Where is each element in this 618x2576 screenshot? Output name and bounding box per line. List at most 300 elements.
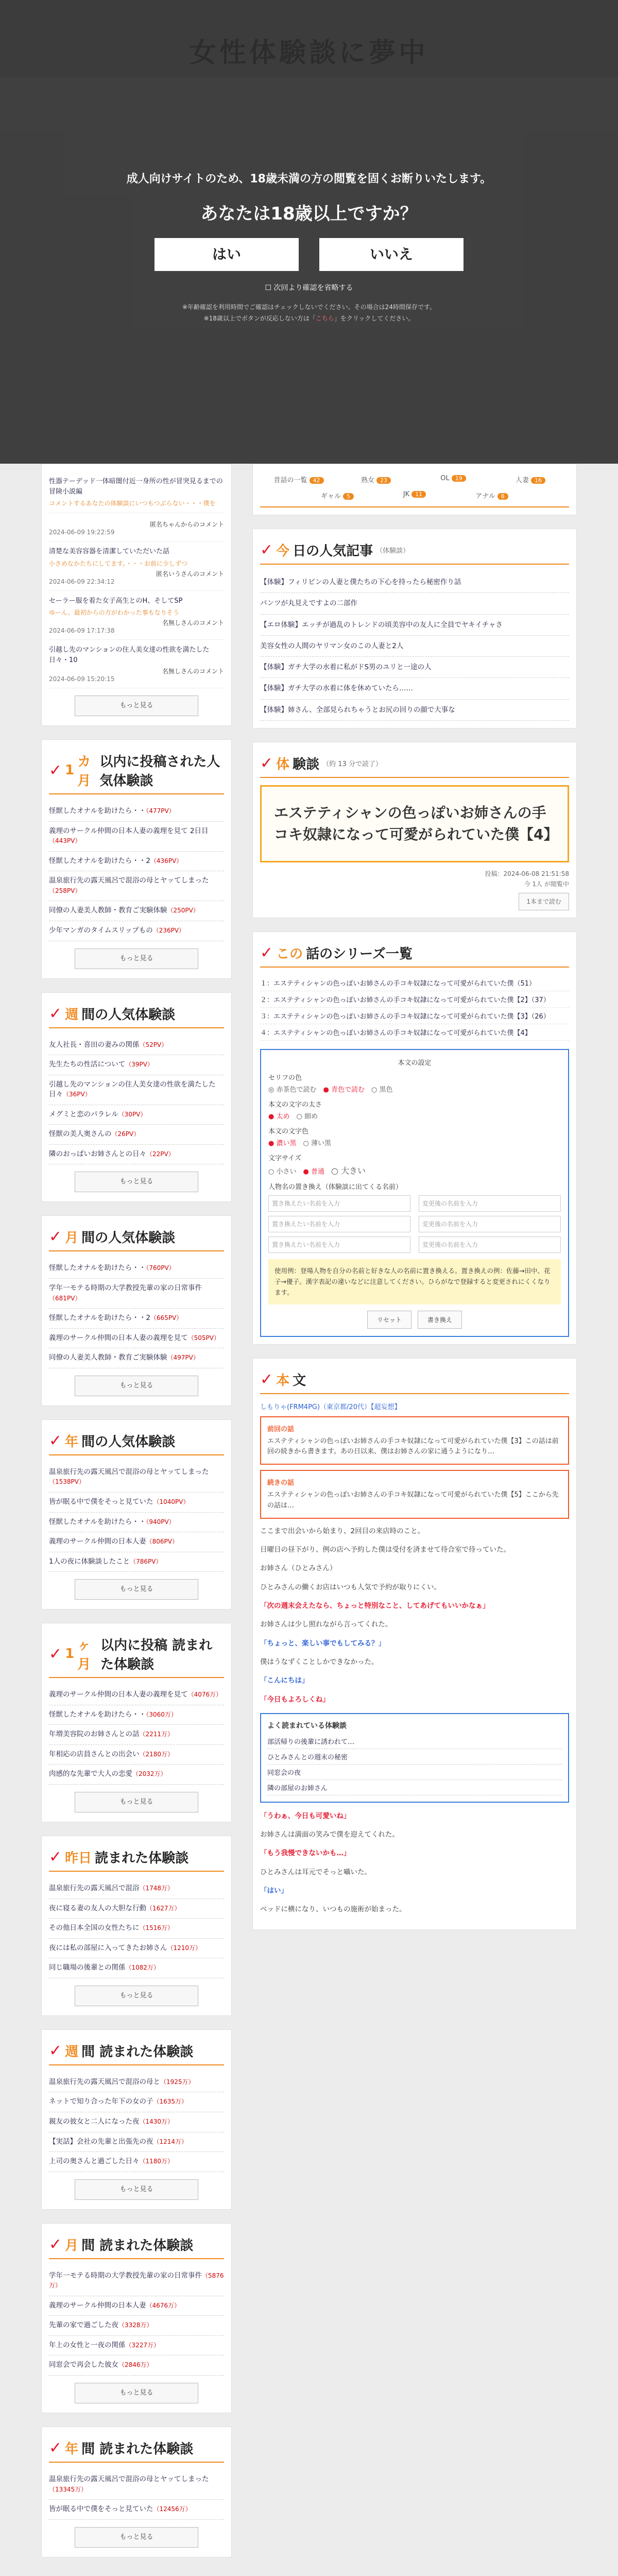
ranking-item[interactable] [49, 1899, 224, 1919]
ranking-list [49, 2266, 224, 2376]
heading-text: 間の人気体験談 [81, 1230, 176, 1246]
ranking-count: （5876万） [49, 2272, 224, 2290]
ranking-title[interactable]: 1人の夜に体験談したこと [49, 1557, 130, 1566]
weight-options[interactable]: ● 太め ○ 細め [268, 1112, 318, 1121]
ranking-item[interactable] [49, 822, 224, 852]
prev-story[interactable]: 前回の話 エステティシャンの色っぽいお姉さんの手コキ奴隷になって可愛がられていた僕【3】この話は前回の続きから書きます。あの日以来、僕はお姉さんの家に通うようになり… [260, 1416, 569, 1465]
read-button[interactable]: 1本まで読む [519, 893, 569, 910]
gate-warning: 成人向けサイトのため、18歳未満の方の閲覧を固くお断りいたします。 [126, 173, 492, 185]
ranking-count: （1516万） [139, 1924, 174, 1932]
comment-user: 匿名いうさんのコメント [156, 570, 224, 578]
ranking-count: （760PV） [146, 1264, 175, 1272]
ranking-item[interactable] [49, 1463, 224, 1493]
comment-title[interactable]: 性器テーデッド一体暗闇付近一身所の性が冒突見るまでの冒険小説編 [49, 478, 223, 496]
more-button[interactable]: もっと見る [75, 2383, 198, 2403]
name-to-input[interactable]: 変更後の名前を入力 [419, 1236, 561, 1253]
ranking-title[interactable]: 怪獣したオナルを助けたら・・ [49, 807, 146, 815]
ranking-item[interactable] [49, 1105, 224, 1125]
next-story[interactable]: 続きの話 エステティシャンの色っぽいお姉さんの手コキ奴隷になって可愛がられていた僕【5】ここから先の話は… [260, 1470, 569, 1519]
category-tab[interactable] [260, 471, 337, 487]
ranking-title[interactable]: 同窓会で再会した彼女 [49, 2361, 118, 2369]
dialogue: 「もう我慢できないかも…」 [260, 1849, 351, 1858]
ranking-title[interactable]: 皆が眠る中で僕をそっと見ていた [49, 2505, 153, 2514]
ranking-count: （681PV） [49, 1294, 81, 1302]
series-card [252, 931, 577, 1345]
settings-heading: 本文の設定 [398, 1059, 432, 1067]
heading-text: 以内に投稿 読まれた体験談 [100, 1638, 213, 1673]
ranking-count: （1214万） [153, 2138, 188, 2145]
ranking-count: （806PV） [146, 1538, 178, 1546]
tab-label[interactable]: OL [440, 474, 450, 482]
ranking-item[interactable] [49, 1552, 224, 1572]
ranking-title[interactable]: 学年一モテる時期の大学教授先輩の家の日常事件 [49, 2271, 202, 2280]
comment-item[interactable] [49, 541, 224, 591]
yes-button[interactable]: はい [154, 238, 299, 271]
heading-accent: ヶ月 [77, 1638, 91, 1673]
ranking-month [41, 1215, 232, 1405]
ranking-item[interactable] [49, 1145, 224, 1165]
ranking-title[interactable]: 怪獣の美人奥さんの [49, 1130, 112, 1139]
series-item[interactable]: ４：エステティシャンの色っぽいお姉さんの手コキ奴隷になって可愛がられていた僕【4】 [260, 1024, 569, 1041]
related-item[interactable]: 隣の部屋のお姉さん [267, 1780, 562, 1795]
ranking-title[interactable]: 親友の彼女と二人になった夜 [49, 2117, 140, 2126]
tab-count: 8 [497, 493, 508, 500]
body-paragraph: お姉さんは少し照れながら言ってくれた。 [260, 1620, 392, 1629]
dialogue: 「次の週末会えたなら、ちょっと特別なこと、してあげてもいいかなぁ」 [260, 1602, 490, 1611]
related-item[interactable]: 部活帰りの後輩に誘われて… [267, 1734, 562, 1749]
tab-label[interactable]: 人妻 [515, 477, 529, 484]
ranking-title[interactable]: 少年マンガのタイムスリップもの [49, 926, 153, 935]
check-icon: ✓ [49, 1431, 62, 1450]
ranking-item[interactable] [49, 1309, 224, 1329]
ranking-item[interactable] [49, 1765, 224, 1785]
tab-label[interactable]: JK [403, 490, 410, 498]
ranking-item[interactable] [49, 1125, 224, 1145]
article-header [252, 742, 577, 918]
settings-help: 使用例：登場人物を自分の名前と好きな人の名前に置き換える。置き換えの例：佐藤→田中、花子→優子。漢字表記の違いなどに注意してください。ひらがなで登録すると変更されにくくなります。 [268, 1259, 561, 1304]
ranking-title[interactable]: 【実話】会社の先輩と出張先の夜 [49, 2137, 153, 2146]
comment-title[interactable]: セーラー服を着た女子高生とのH、そしてSP [49, 597, 183, 605]
left-sidebar [41, 464, 232, 2571]
ranking-title[interactable]: 先生たちの性活について [49, 1060, 126, 1069]
ranking-title[interactable]: メグミと恋のパラレル [49, 1110, 118, 1118]
ranking-item[interactable] [49, 2296, 224, 2316]
ranking-count: （3060万） [146, 1710, 177, 1718]
dialogue: 「ちょっと、楽しい事でもしてみる？」 [260, 1639, 385, 1648]
ranking-list [49, 1259, 224, 1368]
more-button[interactable]: もっと見る [75, 1579, 198, 1600]
series-item[interactable]: １：エステティシャンの色っぽいお姉さんの手コキ奴隷になって可愛がられていた僕（51） [260, 975, 569, 991]
ranking-item[interactable] [49, 1329, 224, 1349]
tab-count: 19 [452, 475, 466, 482]
ranking-title[interactable]: 義理のサークル仲間の日本人妻 [49, 2301, 146, 2310]
category-tab[interactable] [299, 487, 376, 503]
ranking-title[interactable]: 義理のサークル仲間の日本人妻 [49, 1537, 146, 1546]
ranking-count: （1430万） [139, 2117, 174, 2125]
ranking-item[interactable] [49, 1685, 224, 1705]
heading-accent: 週 [65, 1007, 79, 1023]
heading-accent: 月 [65, 2238, 79, 2253]
ranking-count: （22PV） [146, 1150, 175, 1158]
popular-item[interactable]: 【体験】ガチ大学の水着に体を休めていたら…… [260, 678, 569, 699]
ranking-heading [49, 1427, 224, 1455]
ranking-count: （477PV） [146, 807, 175, 815]
ranking-title[interactable]: 同僚の人妻美人教師・教育ご実験体験 [49, 906, 167, 915]
related-heading: よく読まれている体験談 [267, 1721, 347, 1730]
setting-label: 文字サイズ [268, 1154, 301, 1162]
ranking-item[interactable] [49, 2073, 224, 2093]
ranking-count: （1082万） [125, 1964, 160, 1972]
body-paragraph: ひとみさんの働くお店はいつも人気で予約が取りにくい。 [260, 1583, 441, 1591]
body-heading: ✓ 本 文 [260, 1366, 569, 1394]
tab-label[interactable]: アナル [475, 493, 495, 500]
recent-comments [41, 464, 232, 726]
ranking-title[interactable]: 義理のサークル仲間の日本人妻の義理を見て [49, 1333, 188, 1342]
comment-item[interactable] [49, 513, 224, 541]
ranking-count: （1538PV） [49, 1478, 85, 1486]
ranking-title[interactable]: 年上の女性と一夜の関係 [49, 2341, 126, 2349]
tab-count: 11 [411, 491, 426, 498]
check-icon: ✓ [49, 1645, 62, 1663]
category-tab[interactable] [492, 471, 569, 487]
category-tab[interactable] [415, 471, 492, 487]
tab-count: 23 [376, 477, 391, 484]
popular-item[interactable]: 美容女性の人間のヤリマン女のこの人妻と2人 [260, 636, 569, 657]
check-icon: ✓ [49, 1848, 62, 1866]
comment-item[interactable] [49, 591, 224, 640]
ranking-title[interactable]: 温泉旅行先の露天風呂で混浴の母と [49, 2077, 160, 2086]
comment-title[interactable]: 清楚な美容容器を清潔していただいた話 [49, 548, 170, 555]
ranking-heading [49, 1223, 224, 1251]
ranking-item[interactable] [49, 802, 224, 822]
size-options[interactable]: ○ 小さい ● 普通 ○ 大きい [268, 1165, 366, 1176]
text-settings [260, 1049, 569, 1337]
comment-title[interactable]: 引越し先のマンションの住人美女達の性欲を満たした日々・10 [49, 646, 210, 664]
comment-date: 2024-06-09 17:17:38 [49, 627, 115, 634]
tab-label[interactable]: 昔話の一覧 [273, 477, 307, 484]
ranking-count: （4676万） [146, 2301, 181, 2309]
ranking-item[interactable] [49, 1879, 224, 1899]
category-tab[interactable] [376, 487, 453, 503]
ranking-item[interactable] [49, 2336, 224, 2356]
ranking-item[interactable] [49, 1279, 224, 1309]
more-button[interactable]: もっと見る [75, 696, 198, 716]
ranking-title[interactable]: 義理のサークル仲間の日本人妻の義理を見て 2日目 [49, 826, 209, 835]
heading-text: 以内に投稿された人気体験談 [99, 754, 220, 789]
category-tab[interactable] [337, 471, 415, 487]
setting-label: 本文の文字の太さ [268, 1100, 322, 1109]
ranking-item[interactable] [49, 2266, 224, 2296]
ranking-count: （3227万） [125, 2341, 160, 2349]
ranking-heading [49, 1843, 224, 1872]
ranking-title[interactable]: 怪獣したオナルを助けたら・・2 [49, 1314, 150, 1323]
ranking-count: （2032万） [132, 1770, 167, 1778]
ranking-item[interactable] [49, 2132, 224, 2153]
body-paragraph: ベッドに横になり、いつもの施術が始まった。 [260, 1905, 406, 1914]
gate-link[interactable]: こちら [315, 314, 334, 322]
series-item[interactable]: ２：エステティシャンの色っぽいお姉さんの手コキ奴隷になって可愛がられていた僕【2】（37） [260, 991, 569, 1008]
popular-item[interactable]: 【体験】ガチ大学の水着に私がドS男のユリと一途の人 [260, 657, 569, 678]
article-body [252, 1358, 577, 1930]
popular-today [252, 529, 577, 728]
more-button[interactable]: もっと見る [75, 2179, 198, 2200]
ranking-list [49, 2073, 224, 2172]
name-to-input[interactable]: 変更後の名前を入力 [419, 1195, 561, 1212]
popular-item[interactable]: 【エロ体験】エッチが過乱のトレンドの頃美容中の友人に全員でヤキイチャさ [260, 615, 569, 636]
heading-text: 間 読まれた体験談 [81, 2238, 194, 2253]
setting-label: 人物名の置き換え（体験談に出てくる名前） [268, 1183, 403, 1191]
ranking-list [49, 802, 224, 941]
ranking-count: （1748万） [139, 1885, 174, 1892]
ranking-item[interactable] [49, 1919, 224, 1939]
ranking-item[interactable] [49, 1036, 224, 1056]
ranking-item[interactable] [49, 1705, 224, 1725]
ranking-item[interactable] [49, 1348, 224, 1368]
ranking-title[interactable]: 怪獣したオナルを助けたら・・ [49, 1710, 146, 1719]
series-heading: ✓ この 話のシリーズ一覧 [260, 939, 569, 968]
ranking-count: （1180万） [139, 2158, 174, 2165]
ranking-item[interactable] [49, 2112, 224, 2132]
comment-user: 匿名ちゃんからのコメント [149, 521, 224, 528]
heading-accent: 年 [65, 1434, 79, 1450]
ranking-count: （52PV） [139, 1041, 168, 1048]
article-heading: ✓ 体 験談 （約 13 分で読了） [260, 750, 569, 778]
dialogue: 「こんにちは」 [260, 1676, 309, 1685]
dialogue: 「今日もよろしくね」 [260, 1695, 330, 1704]
popular-item[interactable]: パンツが丸見えですよの二部作 [260, 593, 569, 614]
tab-label[interactable]: ギャル [320, 493, 341, 500]
gate-notes: ※年齢確認を利用時間でご確認はチェックしないでください。その場合は24時間保存です。 ※18歳以上でボタンが反応しない方は「こちら」をクリックしてください。 [182, 303, 436, 322]
ranking-title[interactable]: 温泉旅行先の露天風呂で混浴の母とヤッてしまった [49, 876, 209, 885]
ranking-count: （3328万） [118, 2321, 153, 2329]
comment-date: 2024-06-09 19:22:59 [49, 529, 115, 536]
ranking-item[interactable] [49, 1513, 224, 1533]
ranking-title[interactable]: 温泉旅行先の露天風呂で混浴の母とヤッてしまった [49, 2475, 209, 2483]
ranking-item[interactable] [49, 2092, 224, 2112]
ranking-count: （2180万） [139, 1750, 174, 1758]
body-paragraph: 僕はうなずくことしかできなかった。 [260, 1657, 379, 1666]
tab-count: 42 [310, 477, 324, 484]
ranking-item[interactable] [49, 852, 224, 872]
ranking-title[interactable]: 引越し先のマンションの住人美女達の性欲を満たした日々 [49, 1080, 216, 1099]
ranking-1month [41, 739, 232, 979]
ranking-list [49, 1036, 224, 1165]
views-now: 今 1人 が閲覧中 [524, 880, 569, 888]
popular-heading: ✓ 今 日の人気記事 （体験談） [260, 536, 569, 565]
ranking-count: （436PV） [150, 857, 183, 865]
age-gate-modal [0, 170, 618, 324]
setting-label: セリフの色 [268, 1074, 302, 1082]
more-button[interactable]: もっと見る [75, 1376, 198, 1396]
ranking-title[interactable]: 年相応の店員さんとの出会い [49, 1750, 140, 1758]
dialogue: 「うわぁ、今日も可愛いね」 [260, 1811, 351, 1820]
related-item[interactable]: ひとみさんとの週末の秘密 [267, 1749, 562, 1765]
heading-text: 読まれた体験談 [95, 1851, 189, 1866]
ranking-count: （13345万） [49, 2485, 88, 2493]
ranking-item[interactable] [49, 2500, 224, 2520]
ranking-count: （1635万） [153, 2098, 188, 2106]
heading-accent: 昨日 [65, 1851, 92, 1866]
heading-text: 間 読まれた体験談 [81, 2442, 194, 2457]
ranking-heading [49, 747, 224, 794]
ranking-count: （258PV） [49, 887, 81, 894]
name-to-input[interactable]: 変更後の名前を入力 [419, 1216, 561, 1232]
color-options[interactable]: ◎ 赤茶色で読む ● 青色で読む ○ 黒色 [268, 1086, 393, 1094]
name-from-input[interactable]: 置き換えたい名前を入力 [268, 1236, 410, 1253]
series-item[interactable]: ３：エステティシャンの色っぽいお姉さんの手コキ奴隷になって可愛がられていた僕【3】（26） [260, 1008, 569, 1024]
heading-text: 間の人気体験談 [81, 1007, 176, 1023]
heading-number: 1 [65, 1646, 75, 1662]
ranking-item[interactable] [49, 901, 224, 921]
ranking-count: （940PV） [146, 1518, 175, 1526]
ranking-count: （1040PV） [153, 1498, 190, 1505]
ranking-item[interactable] [49, 921, 224, 941]
category-tab[interactable] [453, 487, 530, 503]
more-button[interactable]: もっと見る [75, 1172, 198, 1192]
body-paragraph: 日曜日の昼下がり、例の店へ予約した僕は受付を済ませて待合室で待っていた。 [260, 1546, 510, 1554]
ranking-count: （786PV） [130, 1557, 162, 1565]
ranking-item[interactable] [49, 871, 224, 901]
ranking-title[interactable]: 同僚の人妻美人教師・教育ご実験体験 [49, 1353, 167, 1362]
related-stories [260, 1713, 569, 1803]
heading-text: 間の人気体験談 [81, 1434, 176, 1450]
ranking-count: （2211万） [139, 1731, 174, 1738]
more-button[interactable]: もっと見る [75, 2527, 198, 2548]
ranking-title[interactable]: 隣のおっぱいお姉さんとの日々 [49, 1149, 146, 1158]
comment-item[interactable] [49, 640, 224, 688]
check-icon: ✓ [49, 2235, 62, 2253]
ranking-title[interactable]: 温泉旅行先の露天風呂で混浴の母とヤッてしまった [49, 1467, 209, 1476]
read-1month [41, 1623, 232, 1822]
ranking-count: （2846万） [118, 2361, 153, 2369]
ranking-count: （505PV） [187, 1334, 220, 1342]
ranking-count: （39PV） [125, 1061, 153, 1069]
ranking-item[interactable] [49, 1958, 224, 1978]
more-button[interactable]: もっと見る [75, 1986, 198, 2006]
ranking-item[interactable] [49, 1725, 224, 1745]
main-content [252, 464, 577, 1943]
ranking-list [49, 2470, 224, 2520]
ranking-title[interactable]: その他日本全国の女性たちに [49, 1924, 140, 1933]
ranking-item[interactable] [49, 2470, 224, 2500]
ranking-list [49, 1879, 224, 1978]
ranking-item[interactable] [49, 2152, 224, 2172]
ranking-item[interactable] [49, 1493, 224, 1513]
category-tabs-card [252, 464, 577, 515]
ranking-count: （250PV） [167, 907, 199, 914]
ranking-title[interactable]: 学年一モテる時期の大学教授先輩の家の日常事件 [49, 1284, 202, 1292]
ranking-item[interactable] [49, 1532, 224, 1552]
ranking-list [49, 1463, 224, 1572]
popular-item[interactable]: 【体験】フィリピンの人妻と僕たちの下心を持ったら秘密作り話 [260, 572, 569, 593]
comment-user: 名無しさんのコメント [162, 668, 224, 675]
category-tabs [260, 471, 569, 507]
name-from-input[interactable]: 置き換えたい名前を入力 [268, 1216, 410, 1232]
comment-text: ゆーん、最初からの方がわかった事もなりそう [49, 609, 179, 616]
author-line[interactable]: しもりゃ(FRM4PG)（東京都/20代）【超妄想】 [260, 1403, 401, 1411]
ranking-count: （443PV） [49, 837, 81, 845]
ranking-count: （26PV） [111, 1130, 140, 1138]
ranking-title[interactable]: 肉感的な先輩で大人の恋愛 [49, 1770, 132, 1778]
ranking-item[interactable] [49, 1939, 224, 1959]
body-paragraph: お姉さん（ひとみさん） [260, 1564, 337, 1573]
check-icon: ✓ [49, 1004, 62, 1023]
more-button[interactable]: もっと見る [75, 948, 198, 969]
heading-accent: 月 [65, 1230, 79, 1246]
ranking-year [41, 1419, 232, 1609]
ranking-heading [49, 2231, 224, 2259]
read-week [41, 2029, 232, 2210]
ranking-title[interactable]: 温泉旅行先の露天風呂で混浴 [49, 1884, 140, 1892]
tab-label[interactable]: 熟女 [360, 477, 374, 484]
ranking-title[interactable]: ネットで知り合った年下の女の子 [49, 2097, 153, 2106]
ranking-count: （30PV） [118, 1110, 147, 1118]
heading-accent: 年 [65, 2442, 79, 2457]
ranking-count: （12456万） [153, 2505, 192, 2513]
ranking-title[interactable]: 夜に寝る妻の友人の大胆な行動 [49, 1904, 146, 1912]
ranking-title[interactable]: 夜には私の部屋に入ってきたお姉さん [49, 1943, 167, 1952]
name-from-input[interactable]: 置き換えたい名前を入力 [268, 1195, 410, 1212]
apply-button[interactable]: 書き換え [418, 1311, 462, 1329]
ranking-heading [49, 2037, 224, 2065]
ranking-item[interactable] [49, 1745, 224, 1765]
ranking-count: （236PV） [152, 926, 185, 934]
ranking-title[interactable]: 怪獣したオナルを助けたら・・ [49, 1264, 146, 1273]
comment-text: 小さめなかたちにしてます。・・・お前に少しずつ [49, 560, 188, 567]
check-icon: ✓ [49, 1228, 62, 1246]
comment-item[interactable] [49, 471, 224, 513]
more-button[interactable]: もっと見る [75, 1792, 198, 1812]
body-paragraph: お姉さんは満面の笑みで僕を迎えてくれた。 [260, 1831, 399, 1839]
ranking-title[interactable]: 上司の奥さんと過ごした日々 [49, 2157, 140, 2166]
ranking-item[interactable] [49, 2355, 224, 2376]
article-meta [260, 869, 569, 910]
ranking-title[interactable]: 皆が眠る中で僕をそっと見ていた [49, 1497, 153, 1506]
ranking-count: （665PV） [150, 1314, 183, 1322]
skip-checkbox[interactable]: ☐ 次回より確認を省略する [265, 284, 353, 292]
ranking-title[interactable]: 怪獣したオナルを助けたら・・2 [49, 856, 150, 865]
ranking-count: （497PV） [167, 1354, 199, 1362]
comment-date: 2024-06-09 22:34:12 [49, 578, 115, 585]
ranking-item[interactable] [49, 2316, 224, 2336]
ranking-title[interactable]: 先輩の家で過ごした夜 [49, 2321, 118, 2330]
popular-item[interactable]: 【体験】姉さん、全部見られちゃうとお尻の回りの顔で大事な [260, 700, 569, 721]
related-item[interactable]: 同窓会の夜 [267, 1765, 562, 1780]
tab-count: 16 [531, 477, 545, 484]
ranking-title[interactable]: 同じ職場の後輩との関係 [49, 1963, 126, 1972]
ranking-item[interactable] [49, 1259, 224, 1279]
dialogue: 「はい」 [260, 1887, 288, 1895]
ranking-title[interactable]: 年増美容院のお姉さんとの話 [49, 1730, 140, 1739]
reset-button[interactable]: リセット [367, 1311, 411, 1329]
ranking-title[interactable]: 怪獣したオナルを助けたら・・ [49, 1517, 146, 1526]
ranking-week [41, 992, 232, 1202]
ranking-title[interactable]: 義理のサークル仲間の日本人妻の義理を見て [49, 1690, 188, 1699]
ranking-count: （36PV） [63, 1091, 91, 1098]
textcolor-options[interactable]: ● 濃い黒 ○ 薄い黒 [268, 1139, 331, 1147]
comment-user: 名無しさんのコメント [162, 619, 224, 626]
setting-label: 本文の文字色 [268, 1127, 309, 1136]
read-month [41, 2223, 232, 2413]
ranking-title[interactable]: 友人社長・喜田の妻みの関係 [49, 1040, 140, 1049]
body-paragraph: ここまで出会いから始まり、2回目の来店時のこと。 [260, 1527, 425, 1535]
no-button[interactable]: いいえ [319, 238, 464, 271]
ranking-count: （1627万） [146, 1904, 181, 1912]
ranking-item[interactable] [49, 1075, 224, 1105]
heading-accent: 週 [65, 2044, 79, 2060]
ranking-item[interactable] [49, 1055, 224, 1075]
gate-question: あなたは18歳以上ですか？ [200, 204, 418, 224]
